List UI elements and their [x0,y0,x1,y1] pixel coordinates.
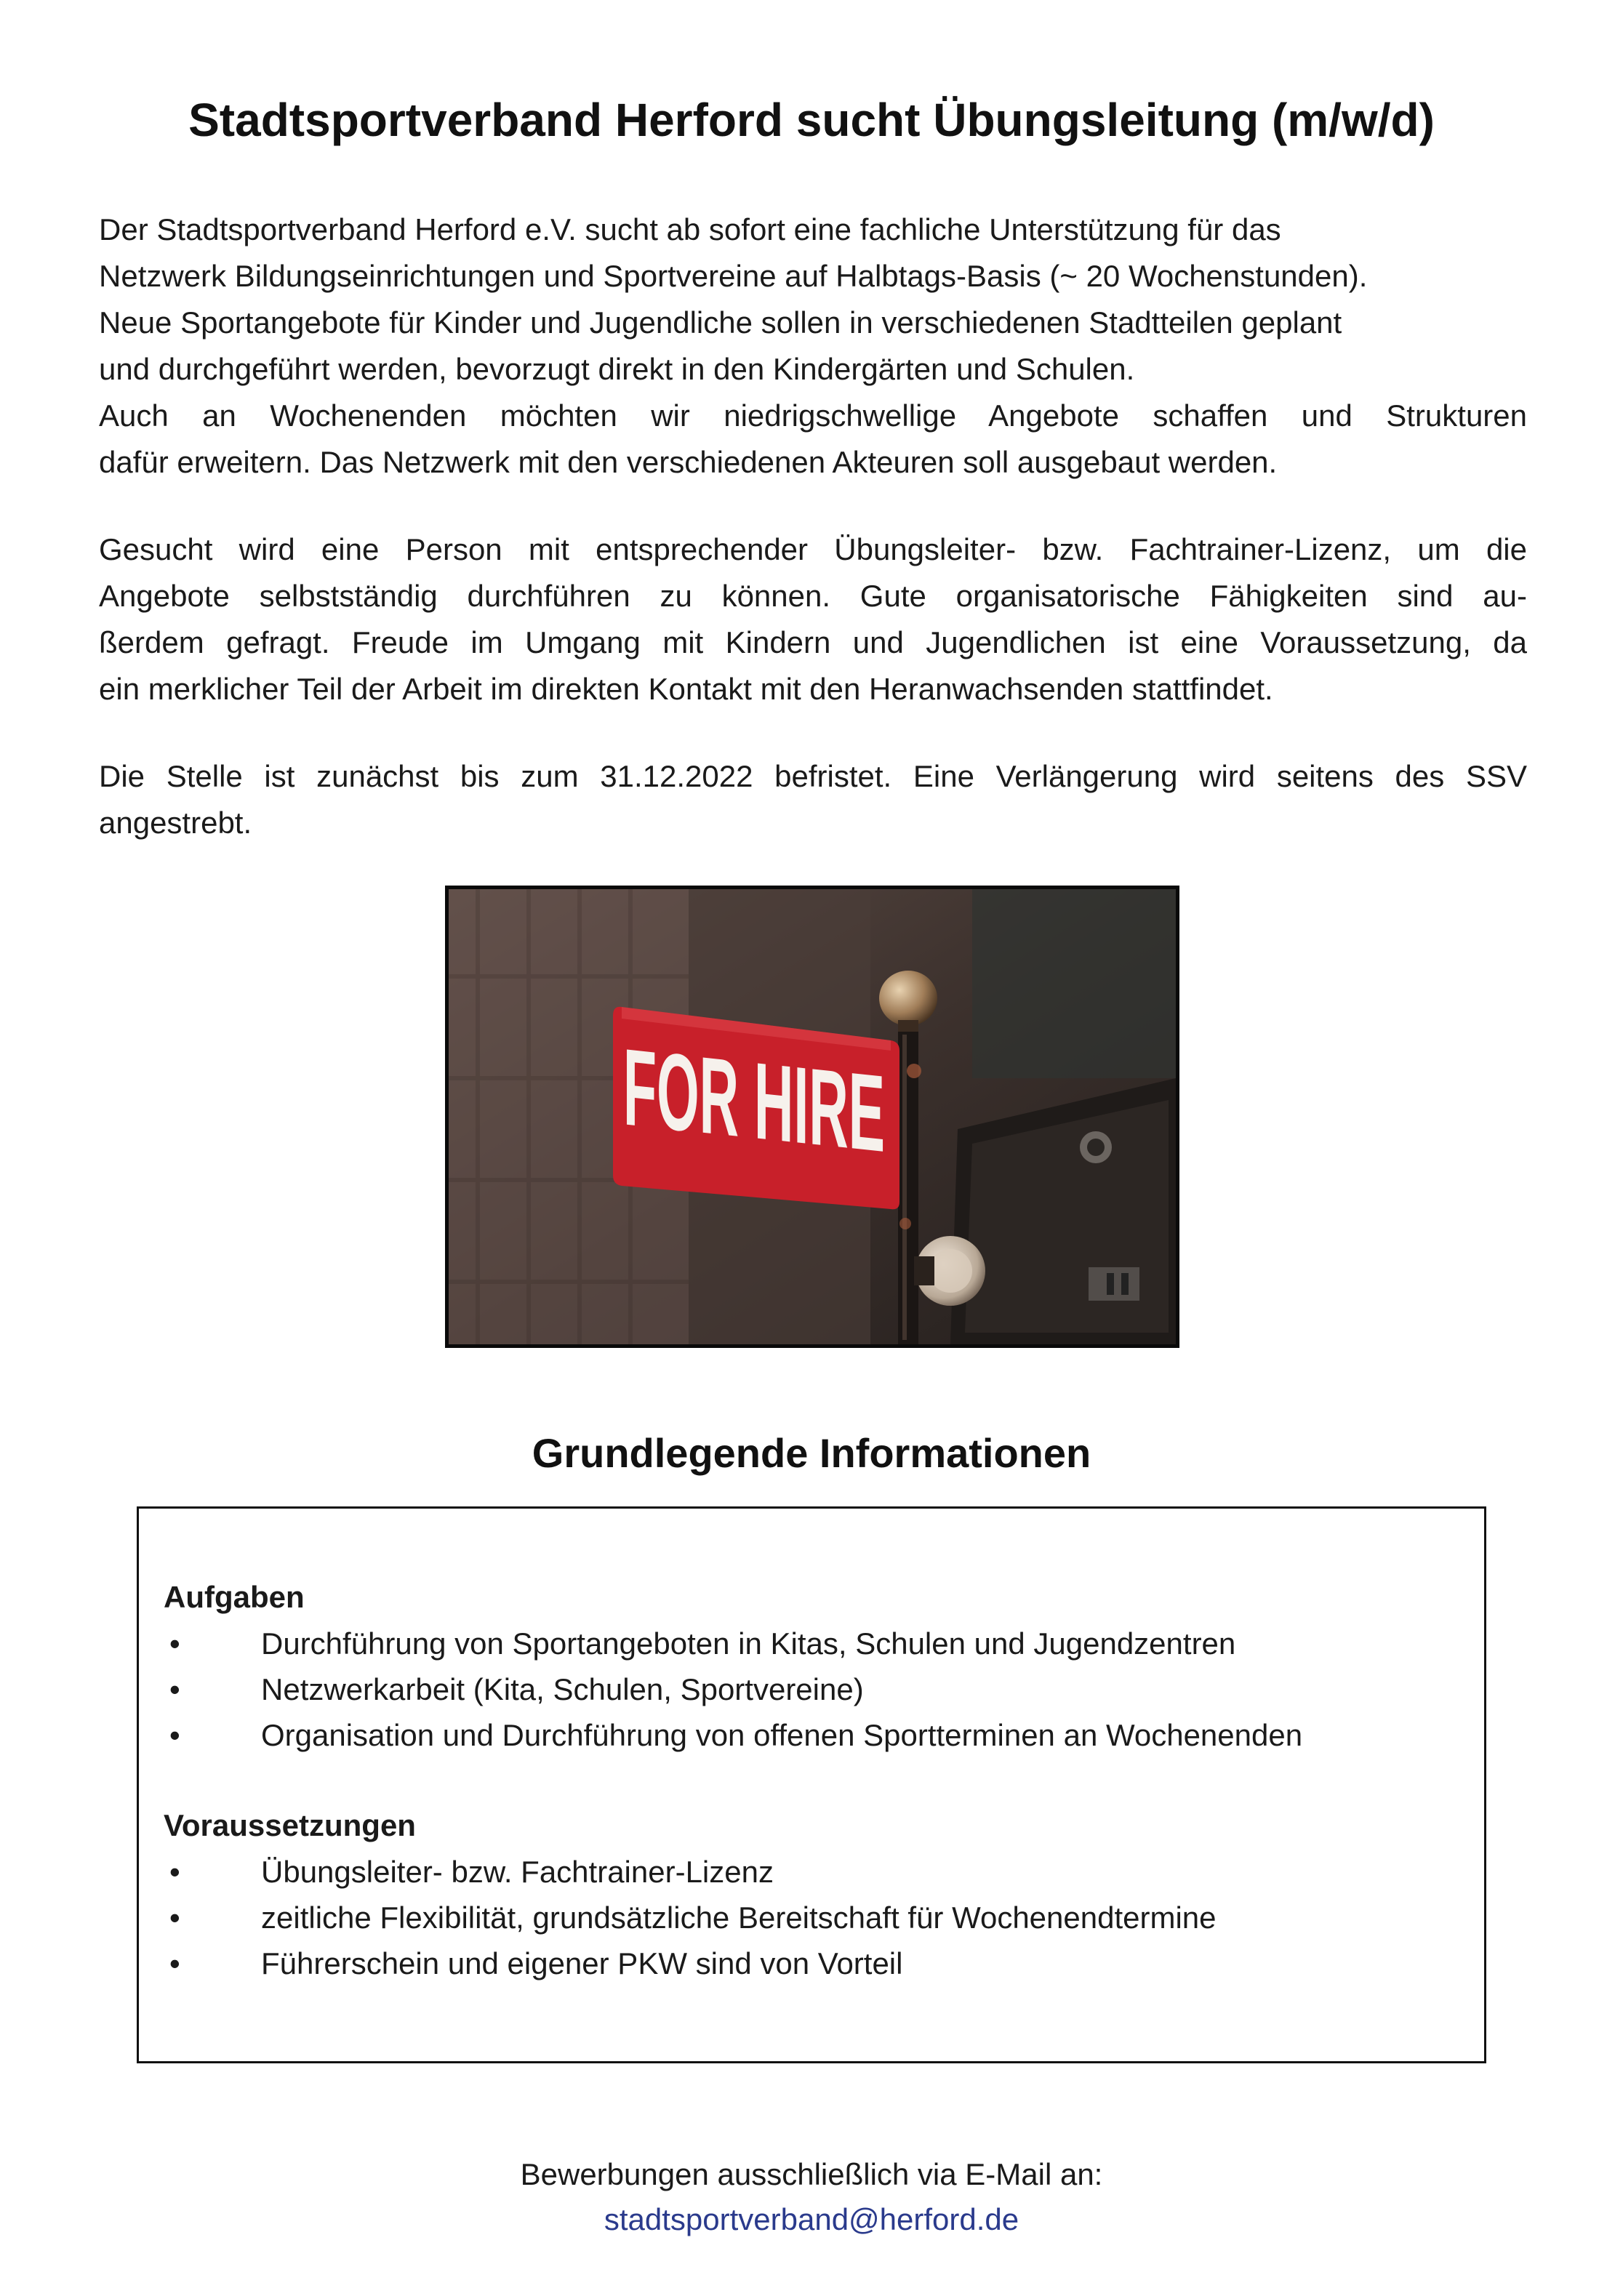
requirements-list [164,1849,1472,1986]
bullet: • [169,1672,180,1706]
intro-line: dafür erweitern. Das Netzwerk mit den verschiedenen Akteuren soll ausgebaut werden. [99,445,1278,479]
intro-line: Netzwerk Bildungseinrichtungen und Sportvereine auf Halbtags-Basis (~ 20 Wochenstunden). [99,259,1368,293]
email-link[interactable]: stadtsportverband@herford.de [604,2202,1019,2236]
intro-line: Der Stadtsportverband Herford e.V. sucht ab sofort eine fachliche Unterstützung für das [99,212,1281,246]
intro-line: Auch an Wochenenden möchten wir niedrigschwellige Angebote schaffen und Strukturen [99,398,1527,433]
bullet: • [169,1900,180,1935]
application-note: Bewerbungen ausschließlich via E-Mail an: [520,2157,1103,2191]
list-item-text: Organisation und Durchführung von offenen Sportterminen an Wochenenden [261,1718,1303,1752]
info-heading: Grundlegende Informationen [532,1430,1091,1476]
list-item [164,1712,1472,1758]
for-hire-photo [445,886,1179,1348]
list-item-text: Übungsleiter- bzw. Fachtrainer-Lizenz [261,1855,774,1889]
profile-line: ein merklicher Teil der Arbeit im direkten Kontakt mit den Heranwachsenden stattfindet. [99,672,1273,706]
list-item-text: Netzwerkarbeit (Kita, Schulen, Sportvereine) [261,1672,864,1706]
requirements-section [164,1802,1472,1986]
for-hire-sign-text: FOR HIRE [623,1025,1145,1203]
intro-line: Neue Sportangebote für Kinder und Jugendliche sollen in verschiedenen Stadtteilen geplant [99,305,1342,340]
section-title: Voraussetzungen [164,1808,416,1842]
profile-line: Gesucht wird eine Person mit entsprechender Übungsleiter- bzw. Fachtrainer-Lizenz, um die [99,532,1527,566]
list-item-text: Führerschein und eigener PKW sind von Vorteil [261,1946,903,1980]
intro-line: und durchgeführt werden, bevorzugt direkt in den Kindergärten und Schulen. [99,352,1135,386]
list-item [164,1666,1472,1712]
term-line: angestrebt. [99,806,252,840]
bullet: • [169,1946,180,1980]
info-box [137,1506,1486,2063]
profile-paragraph [99,526,1527,713]
term-line: Die Stelle ist zunächst bis zum 31.12.2022 befristet. Eine Verlängerung wird seitens des SSV [99,759,1527,793]
term-paragraph [99,753,1527,846]
list-item-text: zeitliche Flexibilität, grundsätzliche Bereitschaft für Wochenendtermine [261,1900,1217,1935]
list-item [164,1849,1472,1895]
tasks-section [164,1574,1472,1758]
tasks-list [164,1621,1472,1758]
list-item [164,1895,1472,1940]
list-item [164,1621,1472,1666]
footer [0,2152,1623,2242]
list-item [164,1940,1472,1986]
intro-paragraph [99,206,1527,486]
bullet: • [169,1626,180,1661]
list-item-text: Durchführung von Sportangeboten in Kitas, Schulen und Jugendzentren [261,1626,1236,1661]
section-title: Aufgaben [164,1580,305,1614]
bullet: • [169,1718,180,1752]
page-title: Stadtsportverband Herford sucht Übungsleitung (m/w/d) [188,94,1435,146]
profile-line: ßerdem gefragt. Freude im Umgang mit Kindern und Jugendlichen ist eine Voraussetzung, da [99,625,1527,659]
bullet: • [169,1855,180,1889]
profile-line: Angebote selbstständig durchführen zu können. Gute organisatorische Fähigkeiten sind au- [99,579,1527,613]
